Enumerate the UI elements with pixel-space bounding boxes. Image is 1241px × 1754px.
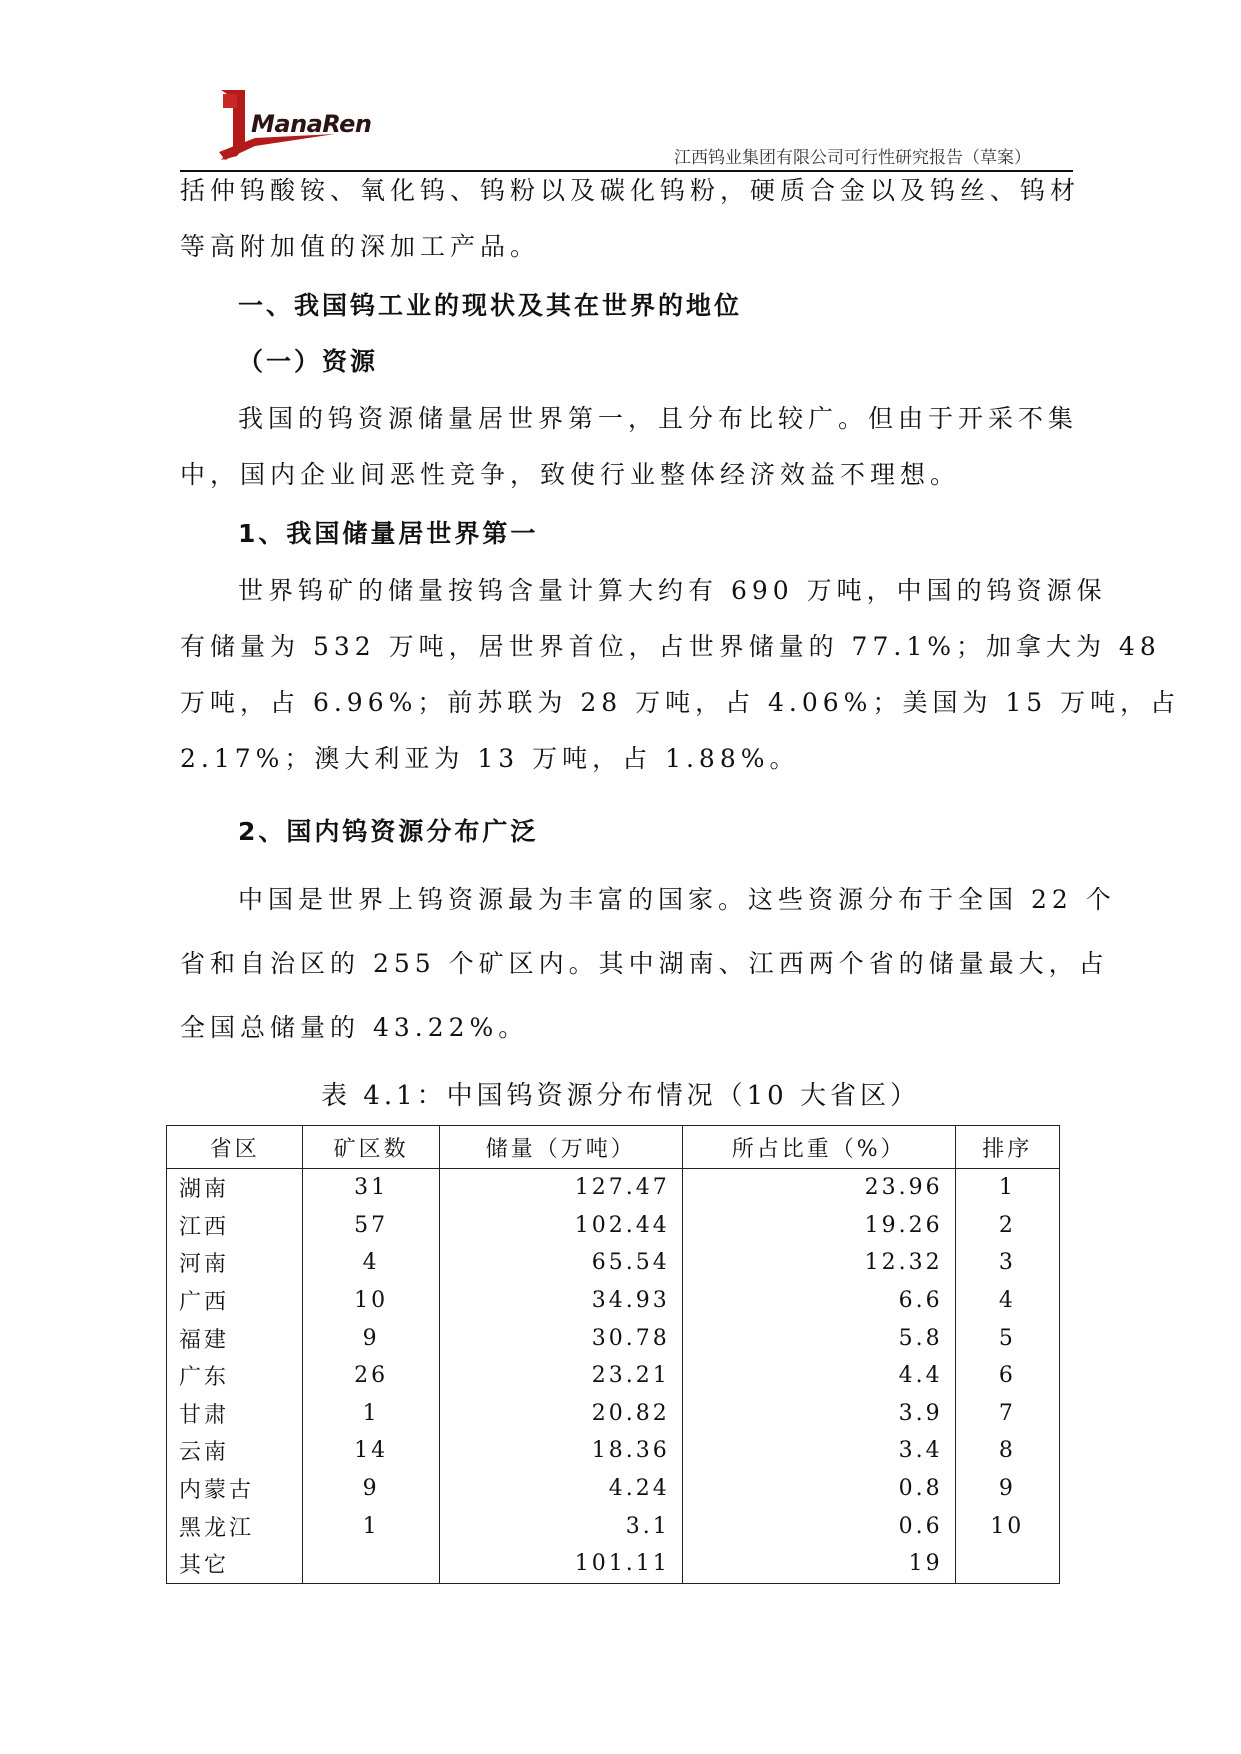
text-line: 有储量为 532 万吨，居世界首位，占世界储量的 77.1%；加拿大为 48	[180, 632, 1161, 661]
table-cell: 0.6	[682, 1507, 955, 1545]
text-line: 等高附加值的深加工产品。	[180, 232, 541, 261]
table-row	[167, 1319, 1060, 1357]
table-cell: 4.24	[439, 1470, 682, 1508]
table-cell: 云南	[167, 1432, 303, 1470]
table-cell: 34.93	[439, 1282, 682, 1320]
table-cell: 26	[303, 1357, 439, 1395]
column-header: 排序	[955, 1126, 1059, 1169]
table-cell: 14	[303, 1432, 439, 1470]
table-cell: 3.1	[439, 1507, 682, 1545]
table-cell: 1	[303, 1395, 439, 1433]
table-cell: 广东	[167, 1357, 303, 1395]
table-cell: 102.44	[439, 1207, 682, 1245]
table-cell: 内蒙古	[167, 1470, 303, 1508]
table-row	[167, 1207, 1060, 1245]
paragraph-distribution	[180, 868, 1116, 1060]
text-line: 括仲钨酸铵、氧化钨、钨粉以及碳化钨粉，硬质合金以及钨丝、钨材	[180, 176, 1081, 205]
table-cell: 23.21	[439, 1357, 682, 1395]
table-cell: 19.26	[682, 1207, 955, 1245]
table-cell: 0.8	[682, 1470, 955, 1508]
table-row	[167, 1169, 1060, 1207]
table-cell: 30.78	[439, 1319, 682, 1357]
table-cell: 4	[303, 1244, 439, 1282]
table-row	[167, 1357, 1060, 1395]
table-caption: 表 4.1：中国钨资源分布情况（10 大省区）	[321, 1081, 920, 1111]
text-line: 中国是世界上钨资源最为丰富的国家。这些资源分布于全国 22 个	[238, 885, 1116, 914]
table-body	[167, 1169, 1060, 1584]
text-line: 世界钨矿的储量按钨含量计算大约有 690 万吨，中国的钨资源保	[238, 576, 1107, 605]
table-cell: 黑龙江	[167, 1507, 303, 1545]
table-cell: 4.4	[682, 1357, 955, 1395]
paragraph-reserves	[180, 563, 1181, 787]
table-cell: 20.82	[439, 1395, 682, 1433]
table-cell: 江西	[167, 1207, 303, 1245]
table-cell: 3	[955, 1244, 1059, 1282]
table-cell: 福建	[167, 1319, 303, 1357]
table-cell: 23.96	[682, 1169, 955, 1207]
company-logo	[215, 86, 372, 164]
text-line: 省和自治区的 255 个矿区内。其中湖南、江西两个省的储量最大，占	[180, 949, 1109, 978]
table-cell: 31	[303, 1169, 439, 1207]
tungsten-resources-table	[166, 1125, 1060, 1584]
table-cell: 9	[303, 1470, 439, 1508]
table-cell: 18.36	[439, 1432, 682, 1470]
table-cell: 3.4	[682, 1432, 955, 1470]
table-cell: 4	[955, 1282, 1059, 1320]
table-cell: 1	[303, 1507, 439, 1545]
table-cell: 5.8	[682, 1319, 955, 1357]
table-row	[167, 1395, 1060, 1433]
table-cell: 12.32	[682, 1244, 955, 1282]
text-line: 我国的钨资源储量居世界第一，且分布比较广。但由于开采不集	[238, 404, 1079, 433]
table-row	[167, 1470, 1060, 1508]
table-cell: 57	[303, 1207, 439, 1245]
text-line: 全国总储量的 43.22%。	[180, 1013, 529, 1042]
table-header-row	[167, 1126, 1060, 1169]
text-line: 中，国内企业间恶性竞争，致使行业整体经济效益不理想。	[180, 460, 961, 489]
table-cell: 9	[955, 1470, 1059, 1508]
item-heading: 2、国内钨资源分布广泛	[238, 817, 539, 846]
table-cell: 广西	[167, 1282, 303, 1320]
table-cell: 65.54	[439, 1244, 682, 1282]
paragraph-intro-continuation	[180, 163, 1081, 275]
section-heading: 一、我国钨工业的现状及其在世界的地位	[238, 291, 743, 320]
table-cell: 6.6	[682, 1282, 955, 1320]
table-row	[167, 1545, 1060, 1583]
table-cell: 127.47	[439, 1169, 682, 1207]
table-cell: 19	[682, 1545, 955, 1583]
table-cell: 9	[303, 1319, 439, 1357]
table-cell: 河南	[167, 1244, 303, 1282]
table-cell: 6	[955, 1357, 1059, 1395]
table-row	[167, 1432, 1060, 1470]
table-cell: 7	[955, 1395, 1059, 1433]
table-cell: 101.11	[439, 1545, 682, 1583]
text-line: 2.17%；澳大利亚为 13 万吨，占 1.88%。	[180, 744, 800, 773]
column-header: 矿区数	[303, 1126, 439, 1169]
table-cell	[955, 1545, 1059, 1583]
text-line: 万吨，占 6.96%；前苏联为 28 万吨，占 4.06%；美国为 15 万吨，占	[180, 688, 1181, 717]
paragraph-resources	[180, 391, 1079, 503]
table-cell: 其它	[167, 1545, 303, 1583]
table-row	[167, 1282, 1060, 1320]
table-row	[167, 1507, 1060, 1545]
table-cell: 10	[303, 1282, 439, 1320]
table-row	[167, 1244, 1060, 1282]
table-cell	[303, 1545, 439, 1583]
table-cell: 甘肃	[167, 1395, 303, 1433]
table-cell: 3.9	[682, 1395, 955, 1433]
table-cell: 1	[955, 1169, 1059, 1207]
table-cell: 2	[955, 1207, 1059, 1245]
logo-text: ManaRen	[251, 110, 372, 138]
column-header: 储量（万吨）	[439, 1126, 682, 1169]
item-heading: 1、我国储量居世界第一	[238, 519, 539, 548]
report-title: 江西钨业集团有限公司可行性研究报告（草案）	[674, 148, 1031, 168]
column-header: 所占比重（%）	[682, 1126, 955, 1169]
subsection-heading: （一）资源	[238, 347, 379, 376]
table-cell: 10	[955, 1507, 1059, 1545]
table-cell: 湖南	[167, 1169, 303, 1207]
table-cell: 8	[955, 1432, 1059, 1470]
table-cell: 5	[955, 1319, 1059, 1357]
column-header: 省区	[167, 1126, 303, 1169]
